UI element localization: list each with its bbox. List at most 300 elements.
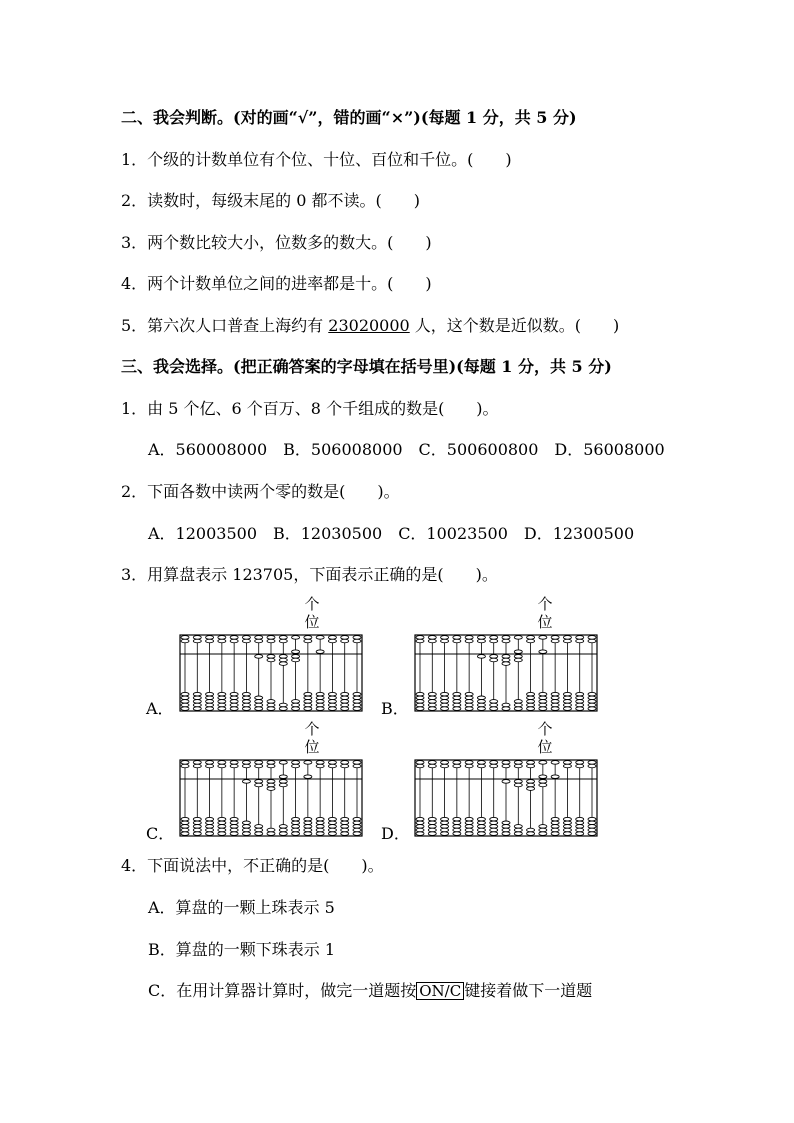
lower-bead xyxy=(539,692,547,696)
upper-bead xyxy=(267,639,275,643)
upper-bead xyxy=(453,761,461,765)
lower-bead xyxy=(477,825,485,829)
choice-q4-a: A．算盘的一颗上珠表示 5 xyxy=(148,898,335,917)
upper-bead xyxy=(428,761,436,765)
lower-bead xyxy=(428,821,436,825)
lower-bead xyxy=(193,817,201,821)
lower-bead xyxy=(353,696,361,700)
choice-q1-stem: 1．由 5 个亿、6 个百万、8 个千组成的数是( )。 xyxy=(121,399,499,418)
lower-bead xyxy=(353,700,361,704)
upper-bead xyxy=(563,636,571,640)
lower-bead xyxy=(527,783,535,787)
upper-bead xyxy=(206,639,214,643)
upper-bead xyxy=(477,764,485,768)
lower-bead xyxy=(514,780,522,784)
lower-bead xyxy=(441,825,449,829)
lower-bead xyxy=(206,692,214,696)
place-label-ge: 个 xyxy=(304,720,320,738)
lower-bead xyxy=(551,821,559,825)
lower-bead xyxy=(502,658,510,662)
lower-bead xyxy=(477,832,485,836)
upper-bead xyxy=(328,761,336,765)
lower-bead xyxy=(218,832,226,836)
lower-bead xyxy=(230,817,238,821)
lower-bead xyxy=(441,821,449,825)
lower-bead xyxy=(328,832,336,836)
lower-bead xyxy=(502,825,510,829)
upper-bead xyxy=(428,636,436,640)
lower-bead xyxy=(206,828,214,832)
lower-bead xyxy=(206,700,214,704)
lower-bead xyxy=(453,696,461,700)
choice-q4-c-before: C．在用计算器计算时，做完一道题按 xyxy=(148,981,417,1000)
lower-bead xyxy=(279,703,287,707)
upper-bead xyxy=(193,636,201,640)
upper-bead xyxy=(353,764,361,768)
abacus-drawing xyxy=(179,759,363,839)
lower-bead xyxy=(181,692,189,696)
lower-bead xyxy=(181,821,189,825)
lower-bead xyxy=(563,696,571,700)
lower-bead xyxy=(576,817,584,821)
lower-bead xyxy=(527,787,535,791)
lower-bead xyxy=(230,821,238,825)
lower-bead xyxy=(206,707,214,711)
upper-bead xyxy=(563,764,571,768)
lower-bead xyxy=(428,692,436,696)
lower-bead xyxy=(267,707,275,711)
lower-bead xyxy=(230,700,238,704)
lower-bead xyxy=(465,700,473,704)
lower-bead xyxy=(193,707,201,711)
lower-bead xyxy=(242,692,250,696)
lower-bead xyxy=(341,700,349,704)
lower-bead xyxy=(279,780,287,784)
lower-bead xyxy=(465,817,473,821)
choice-q4-b: B．算盘的一颗下珠表示 1 xyxy=(148,940,336,959)
upper-bead xyxy=(255,764,263,768)
lower-bead xyxy=(255,825,263,829)
lower-bead xyxy=(502,707,510,711)
lower-bead xyxy=(539,780,547,784)
lower-bead xyxy=(341,821,349,825)
lower-bead xyxy=(267,780,275,784)
lower-bead xyxy=(218,692,226,696)
lower-bead xyxy=(255,832,263,836)
lower-bead xyxy=(242,780,250,784)
upper-bead xyxy=(353,636,361,640)
lower-bead xyxy=(576,692,584,696)
lower-bead xyxy=(465,825,473,829)
abacus-option-b xyxy=(381,596,606,721)
upper-bead xyxy=(514,764,522,768)
lower-bead xyxy=(441,817,449,821)
lower-bead xyxy=(465,692,473,696)
lower-bead xyxy=(316,821,324,825)
upper-bead xyxy=(230,761,238,765)
section2-heading: 二、我会判断。(对的画“√”，错的画“×”)(每题 1 分，共 5 分) xyxy=(121,108,577,127)
lower-bead xyxy=(304,703,312,707)
upper-bead xyxy=(490,761,498,765)
upper-bead xyxy=(576,764,584,768)
lower-bead xyxy=(588,707,596,711)
lower-bead xyxy=(428,817,436,821)
lower-bead xyxy=(242,825,250,829)
lower-bead xyxy=(255,700,263,704)
upper-bead xyxy=(502,761,510,765)
lower-bead xyxy=(242,828,250,832)
upper-bead xyxy=(551,775,559,779)
upper-bead xyxy=(576,639,584,643)
lower-bead xyxy=(490,658,498,662)
choice-q4-c xyxy=(148,981,592,1001)
lower-bead xyxy=(193,700,201,704)
upper-bead xyxy=(441,636,449,640)
lower-bead xyxy=(292,817,300,821)
lower-bead xyxy=(465,832,473,836)
lower-bead xyxy=(588,828,596,832)
lower-bead xyxy=(563,703,571,707)
lower-bead xyxy=(292,700,300,704)
lower-bead xyxy=(490,703,498,707)
lower-bead xyxy=(453,703,461,707)
lower-bead xyxy=(527,780,535,784)
upper-bead xyxy=(453,636,461,640)
lower-bead xyxy=(242,696,250,700)
lower-bead xyxy=(255,783,263,787)
lower-bead xyxy=(181,707,189,711)
lower-bead xyxy=(576,703,584,707)
lower-bead xyxy=(353,825,361,829)
upper-bead xyxy=(465,636,473,640)
lower-bead xyxy=(563,707,571,711)
upper-bead xyxy=(242,636,250,640)
lower-bead xyxy=(242,832,250,836)
on-c-key: ON/C xyxy=(416,982,464,1000)
lower-bead xyxy=(304,817,312,821)
lower-bead xyxy=(218,700,226,704)
upper-bead xyxy=(206,761,214,765)
lower-bead xyxy=(341,692,349,696)
lower-bead xyxy=(316,825,324,829)
lower-bead xyxy=(551,696,559,700)
lower-bead xyxy=(428,703,436,707)
upper-bead xyxy=(316,650,324,654)
lower-bead xyxy=(539,696,547,700)
lower-bead xyxy=(563,817,571,821)
lower-bead xyxy=(316,703,324,707)
lower-bead xyxy=(193,692,201,696)
upper-bead xyxy=(527,636,535,640)
lower-bead xyxy=(588,832,596,836)
upper-bead xyxy=(539,636,547,640)
lower-bead xyxy=(539,783,547,787)
choice-q2-options: A．12003500 B．12030500 C．10023500 D．12300500 xyxy=(148,524,635,543)
lower-bead xyxy=(551,817,559,821)
lower-bead xyxy=(588,821,596,825)
lower-bead xyxy=(477,700,485,704)
lower-bead xyxy=(477,707,485,711)
lower-bead xyxy=(514,825,522,829)
upper-bead xyxy=(242,764,250,768)
lower-bead xyxy=(563,692,571,696)
lower-bead xyxy=(490,828,498,832)
upper-bead xyxy=(193,764,201,768)
upper-bead xyxy=(551,761,559,765)
upper-bead xyxy=(341,761,349,765)
lower-bead xyxy=(453,821,461,825)
upper-bead xyxy=(465,761,473,765)
lower-bead xyxy=(576,821,584,825)
lower-bead xyxy=(551,825,559,829)
upper-bead xyxy=(441,761,449,765)
lower-bead xyxy=(441,692,449,696)
upper-bead xyxy=(527,761,535,765)
upper-bead xyxy=(304,761,312,765)
upper-bead xyxy=(328,636,336,640)
upper-bead xyxy=(465,639,473,643)
choice-q4-stem: 4．下面说法中，不正确的是( )。 xyxy=(121,856,384,875)
lower-bead xyxy=(502,655,510,659)
upper-bead xyxy=(292,636,300,640)
lower-bead xyxy=(292,707,300,711)
abacus-letter: D． xyxy=(381,824,410,843)
lower-bead xyxy=(353,703,361,707)
lower-bead xyxy=(230,825,238,829)
abacus-letter: C． xyxy=(146,824,175,843)
lower-bead xyxy=(490,817,498,821)
lower-bead xyxy=(267,700,275,704)
upper-bead xyxy=(181,639,189,643)
upper-bead xyxy=(428,764,436,768)
lower-bead xyxy=(218,703,226,707)
upper-bead xyxy=(441,639,449,643)
upper-bead xyxy=(490,636,498,640)
upper-bead xyxy=(193,761,201,765)
upper-bead xyxy=(477,761,485,765)
lower-bead xyxy=(193,703,201,707)
upper-bead xyxy=(316,764,324,768)
lower-bead xyxy=(230,692,238,696)
lower-bead xyxy=(490,655,498,659)
lower-bead xyxy=(465,828,473,832)
lower-bead xyxy=(576,825,584,829)
lower-bead xyxy=(514,703,522,707)
lower-bead xyxy=(279,783,287,787)
upper-bead xyxy=(316,761,324,765)
lower-bead xyxy=(551,692,559,696)
lower-bead xyxy=(502,828,510,832)
lower-bead xyxy=(267,787,275,791)
lower-bead xyxy=(453,825,461,829)
lower-bead xyxy=(539,828,547,832)
lower-bead xyxy=(428,696,436,700)
lower-bead xyxy=(255,703,263,707)
upper-bead xyxy=(514,636,522,640)
upper-bead xyxy=(267,761,275,765)
lower-bead xyxy=(416,832,424,836)
lower-bead xyxy=(441,832,449,836)
lower-bead xyxy=(328,828,336,832)
lower-bead xyxy=(206,825,214,829)
upper-bead xyxy=(490,639,498,643)
lower-bead xyxy=(218,825,226,829)
upper-bead xyxy=(304,636,312,640)
lower-bead xyxy=(242,821,250,825)
lower-bead xyxy=(206,832,214,836)
lower-bead xyxy=(230,696,238,700)
lower-bead xyxy=(588,703,596,707)
lower-bead xyxy=(316,700,324,704)
lower-bead xyxy=(193,821,201,825)
upper-bead xyxy=(502,764,510,768)
lower-bead xyxy=(428,828,436,832)
lower-bead xyxy=(316,707,324,711)
lower-bead xyxy=(279,832,287,836)
lower-bead xyxy=(576,707,584,711)
lower-bead xyxy=(193,832,201,836)
lower-bead xyxy=(588,700,596,704)
lower-bead xyxy=(304,828,312,832)
upper-bead xyxy=(304,639,312,643)
lower-bead xyxy=(218,828,226,832)
lower-bead xyxy=(539,703,547,707)
lower-bead xyxy=(453,828,461,832)
lower-bead xyxy=(514,658,522,662)
lower-bead xyxy=(218,821,226,825)
upper-bead xyxy=(292,764,300,768)
lower-bead xyxy=(304,696,312,700)
upper-bead xyxy=(441,764,449,768)
place-label-wei: 位 xyxy=(304,738,320,756)
upper-bead xyxy=(502,636,510,640)
lower-bead xyxy=(230,828,238,832)
upper-bead xyxy=(416,636,424,640)
lower-bead xyxy=(267,658,275,662)
lower-bead xyxy=(353,692,361,696)
upper-bead xyxy=(206,636,214,640)
lower-bead xyxy=(181,828,189,832)
upper-bead xyxy=(279,639,287,643)
lower-bead xyxy=(514,655,522,659)
upper-bead xyxy=(279,636,287,640)
upper-bead xyxy=(279,761,287,765)
place-label-ge: 个 xyxy=(304,595,320,613)
lower-bead xyxy=(527,703,535,707)
judge-item-1: 1．个级的计数单位有个位、十位、百位和千位。( ) xyxy=(121,150,512,169)
lower-bead xyxy=(292,655,300,659)
lower-bead xyxy=(477,817,485,821)
lower-bead xyxy=(304,700,312,704)
lower-bead xyxy=(490,825,498,829)
lower-bead xyxy=(453,692,461,696)
lower-bead xyxy=(441,696,449,700)
abacus-option-d xyxy=(381,721,606,846)
lower-bead xyxy=(490,700,498,704)
lower-bead xyxy=(328,817,336,821)
choice-q2-stem: 2．下面各数中读两个零的数是( )。 xyxy=(121,482,400,501)
upper-bead xyxy=(292,650,300,654)
upper-bead xyxy=(218,639,226,643)
lower-bead xyxy=(453,832,461,836)
lower-bead xyxy=(218,707,226,711)
upper-bead xyxy=(453,639,461,643)
lower-bead xyxy=(588,692,596,696)
lower-bead xyxy=(514,828,522,832)
upper-bead xyxy=(218,636,226,640)
upper-bead xyxy=(563,639,571,643)
lower-bead xyxy=(477,655,485,659)
lower-bead xyxy=(292,832,300,836)
upper-bead xyxy=(242,761,250,765)
lower-bead xyxy=(428,700,436,704)
judge-item-3: 3．两个数比较大小，位数多的数大。( ) xyxy=(121,233,432,252)
upper-bead xyxy=(292,761,300,765)
lower-bead xyxy=(428,825,436,829)
upper-bead xyxy=(255,761,263,765)
lower-bead xyxy=(304,825,312,829)
upper-bead xyxy=(267,764,275,768)
lower-bead xyxy=(292,703,300,707)
lower-bead xyxy=(304,692,312,696)
lower-bead xyxy=(181,696,189,700)
upper-bead xyxy=(527,639,535,643)
lower-bead xyxy=(279,707,287,711)
lower-bead xyxy=(292,821,300,825)
lower-bead xyxy=(588,825,596,829)
choice-q3-stem: 3．用算盘表示 123705，下面表示正确的是( )。 xyxy=(121,565,498,584)
upper-bead xyxy=(416,639,424,643)
upper-bead xyxy=(242,639,250,643)
upper-bead xyxy=(206,764,214,768)
upper-bead xyxy=(341,636,349,640)
lower-bead xyxy=(193,825,201,829)
lower-bead xyxy=(514,707,522,711)
lower-bead xyxy=(279,655,287,659)
lower-bead xyxy=(588,696,596,700)
lower-bead xyxy=(181,832,189,836)
upper-bead xyxy=(353,639,361,643)
upper-bead xyxy=(539,775,547,779)
lower-bead xyxy=(514,783,522,787)
lower-bead xyxy=(230,707,238,711)
lower-bead xyxy=(206,703,214,707)
lower-bead xyxy=(353,817,361,821)
lower-bead xyxy=(316,696,324,700)
upper-bead xyxy=(428,639,436,643)
lower-bead xyxy=(416,700,424,704)
lower-bead xyxy=(353,707,361,711)
lower-bead xyxy=(416,692,424,696)
upper-bead xyxy=(255,639,263,643)
lower-bead xyxy=(230,832,238,836)
place-label-wei: 位 xyxy=(304,613,320,631)
upper-bead xyxy=(514,650,522,654)
upper-bead xyxy=(255,636,263,640)
lower-bead xyxy=(316,828,324,832)
lower-bead xyxy=(576,696,584,700)
place-label-wei: 位 xyxy=(537,738,553,756)
lower-bead xyxy=(539,825,547,829)
lower-bead xyxy=(416,707,424,711)
lower-bead xyxy=(563,825,571,829)
upper-bead xyxy=(563,761,571,765)
upper-bead xyxy=(341,639,349,643)
lower-bead xyxy=(242,707,250,711)
upper-bead xyxy=(328,764,336,768)
lower-bead xyxy=(267,703,275,707)
choice-q1-options: A．560008000 B．506008000 C．500600800 D．56008000 xyxy=(148,440,665,459)
